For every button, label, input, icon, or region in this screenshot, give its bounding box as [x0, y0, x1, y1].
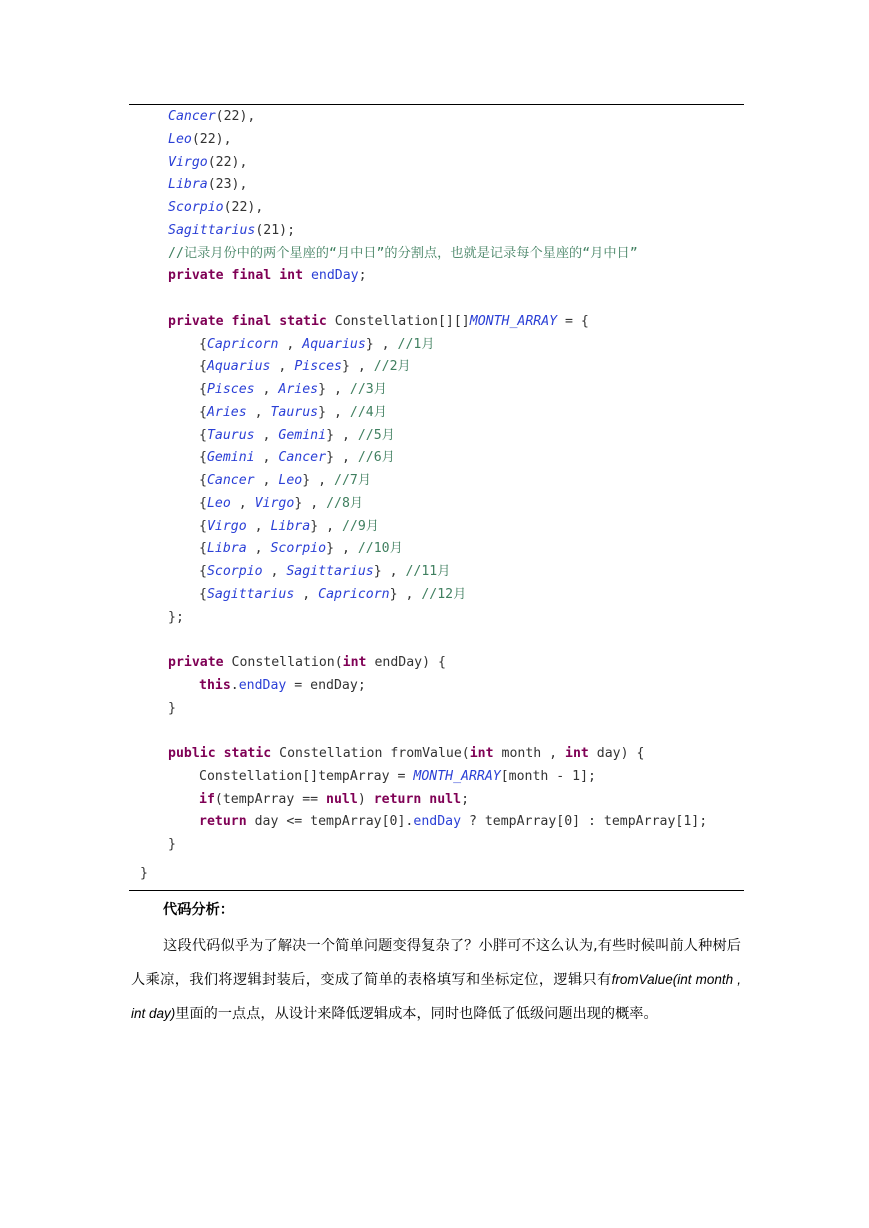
keyword: private: [168, 655, 224, 670]
code-array-close: [0, 607, 869, 630]
code-text: (tempArray ==: [214, 791, 327, 807]
code-text: Constellation(: [223, 655, 343, 670]
month-comment: //4月: [349, 404, 387, 420]
month-comment: //9月: [341, 518, 379, 534]
code-ctor-line: [0, 652, 869, 675]
enum-constant-line: [0, 197, 869, 220]
constant-name: MONTH_ARRAY: [469, 313, 558, 329]
keyword: if: [199, 791, 215, 807]
code-method-body-3: [0, 811, 869, 834]
code-text: ): [357, 791, 374, 807]
sign-b: Scorpio: [270, 541, 327, 557]
month-comment: //1月: [397, 336, 435, 352]
code-text: month ,: [493, 746, 566, 761]
code-text: day <= tempArray[0].: [246, 814, 414, 830]
enum-name: Cancer: [168, 109, 216, 124]
enum-constant-line: [0, 129, 869, 152]
sign-a: Taurus: [206, 427, 255, 443]
paragraph-text: 里面的一点点，从设计来降低逻辑成本，同时也降低了低级问题出现的概率。: [175, 1006, 658, 1022]
enum-args: (22),: [223, 200, 264, 215]
month-array-row: {Scorpio , Sagittarius} , //11月: [199, 564, 451, 579]
blank-line: [0, 720, 869, 743]
sign-b: Virgo: [254, 495, 295, 511]
month-array-row: {Gemini , Cancer} , //6月: [199, 450, 395, 466]
sign-a: Sagittarius: [206, 586, 295, 602]
code-block: [0, 106, 869, 886]
keyword: final: [231, 268, 272, 284]
code-array-decl-line: [0, 311, 869, 334]
keyword: static: [223, 746, 272, 761]
sign-a: Leo: [206, 495, 231, 511]
month-comment: //8月: [326, 495, 364, 511]
month-array-row: {Leo , Virgo} , //8月: [199, 495, 364, 511]
code-comment-line: [0, 243, 869, 266]
month-comment: //6月: [357, 450, 395, 466]
month-array-row: {Virgo , Libra} , //9月: [199, 518, 379, 534]
month-array-row: {Sagittarius , Capricorn} , //12月: [199, 586, 467, 602]
code-method-body-1: [0, 766, 869, 789]
comment: //记录月份中的两个星座的“月中日”的分割点，也就是记录每个星座的“月中日”: [168, 245, 638, 261]
field-name: endDay: [238, 677, 287, 693]
enum-constant-line: [0, 220, 869, 243]
keyword: null: [429, 791, 462, 807]
sign-b: Gemini: [278, 427, 327, 443]
field-name: endDay: [413, 814, 462, 830]
analysis-paragraph: [131, 929, 741, 1031]
enum-name: Virgo: [168, 154, 208, 170]
blank-line: [0, 629, 869, 652]
month-comment: //7月: [334, 473, 372, 488]
code-text: };: [168, 609, 184, 625]
enum-constant-line: [0, 152, 869, 175]
month-comment: //2月: [373, 359, 411, 375]
top-rule: [129, 104, 744, 105]
keyword: private: [168, 268, 224, 284]
sign-b: Pisces: [294, 359, 342, 375]
sign-b: Aquarius: [302, 336, 366, 352]
enum-name: Leo: [168, 131, 192, 147]
sign-b: Taurus: [270, 404, 319, 420]
keyword: static: [279, 313, 327, 329]
month-array-row: {Cancer , Leo} , //7月: [199, 473, 372, 488]
keyword: int: [342, 655, 367, 670]
enum-args: (22),: [191, 131, 232, 147]
sign-b: Sagittarius: [286, 564, 374, 579]
month-array-row: {Pisces , Aries} , //3月: [199, 382, 387, 397]
method-signature: fromValue(int month , int day): [131, 972, 741, 1021]
code-text: [month - 1];: [500, 768, 596, 784]
code-text: endDay) {: [366, 655, 446, 670]
month-array-row: {Aquarius , Pisces} , //2月: [199, 359, 411, 375]
code-text: }: [168, 700, 176, 716]
code-method-close: [0, 834, 869, 857]
month-comment: //10月: [357, 541, 403, 557]
sign-a: Aries: [206, 404, 247, 420]
code-text: Constellation fromValue(: [271, 746, 470, 761]
keyword: return: [373, 791, 422, 807]
enum-constant-line: [0, 106, 869, 129]
enum-args: (23),: [207, 177, 248, 193]
enum-name: Libra: [168, 177, 208, 193]
keyword: null: [326, 791, 358, 807]
month-array-row: {Libra , Scorpio} , //10月: [199, 541, 403, 557]
code-text: Constellation[][]: [326, 313, 470, 329]
code-field-line: [0, 265, 869, 288]
sign-a: Aquarius: [206, 359, 271, 375]
bottom-rule: [129, 890, 744, 891]
keyword: this: [199, 677, 231, 693]
month-array-row: {Capricorn , Aquarius} , //1月: [199, 336, 435, 352]
code-text: }: [168, 837, 176, 852]
sign-a: Virgo: [206, 518, 247, 534]
code-text: Constellation[]tempArray =: [199, 768, 414, 784]
keyword: final: [231, 313, 272, 329]
code-text: = endDay;: [286, 677, 366, 693]
code-method-line: [0, 743, 869, 766]
code-class-close: [0, 863, 869, 886]
enum-name: Sagittarius: [168, 222, 256, 238]
enum-name: Scorpio: [168, 200, 224, 215]
sign-a: Scorpio: [206, 564, 263, 579]
sign-a: Gemini: [206, 450, 255, 466]
blank-line: [0, 288, 869, 311]
month-array-row: {Aries , Taurus} , //4月: [199, 404, 387, 420]
field-name: endDay: [310, 268, 359, 284]
month-comment: //3月: [349, 382, 387, 397]
code-text: ;: [461, 791, 470, 807]
sign-b: Leo: [278, 473, 303, 488]
paragraph-text: 这段代码似乎为了解决一个简单问题变得复杂了？小胖可不这么认为,有些时候叫前人种树后人乘凉，我们将逻辑封装后，变成了简单的表格填写和坐标定位，逻辑只有: [131, 938, 741, 988]
keyword: int: [279, 268, 304, 284]
sign-a: Capricorn: [206, 336, 279, 352]
sign-b: Libra: [270, 518, 311, 534]
sign-b: Capricorn: [318, 586, 390, 602]
keyword: int: [469, 746, 494, 761]
code-close-brace: [0, 698, 869, 721]
code-text: ? tempArray[0] : tempArray[1];: [461, 814, 708, 830]
month-array-row: {Taurus , Gemini} , //5月: [199, 427, 395, 443]
enum-args: (22),: [207, 154, 248, 170]
code-text: ;: [358, 268, 367, 284]
sign-a: Libra: [206, 541, 247, 557]
code-method-body-2: [0, 789, 869, 812]
code-text: day) {: [588, 746, 645, 761]
keyword: public: [168, 746, 216, 761]
code-text: }: [140, 865, 148, 881]
enum-args: (21);: [255, 222, 296, 238]
code-text: .: [230, 677, 239, 693]
enum-constant-line: [0, 174, 869, 197]
code-text: = {: [557, 313, 589, 329]
month-comment: //12月: [421, 586, 467, 602]
keyword: return: [199, 814, 247, 830]
constant-name: MONTH_ARRAY: [413, 768, 501, 784]
analysis-heading: 代码分析：: [163, 902, 234, 918]
sign-b: Aries: [278, 382, 319, 397]
sign-a: Pisces: [206, 382, 255, 397]
enum-args: (22),: [215, 109, 256, 124]
sign-a: Cancer: [206, 473, 255, 488]
keyword: private: [168, 313, 224, 329]
keyword: int: [565, 746, 589, 761]
month-comment: //5月: [357, 427, 395, 443]
code-ctor-body: [0, 675, 869, 698]
month-comment: //11月: [405, 564, 451, 579]
sign-b: Cancer: [278, 450, 327, 466]
